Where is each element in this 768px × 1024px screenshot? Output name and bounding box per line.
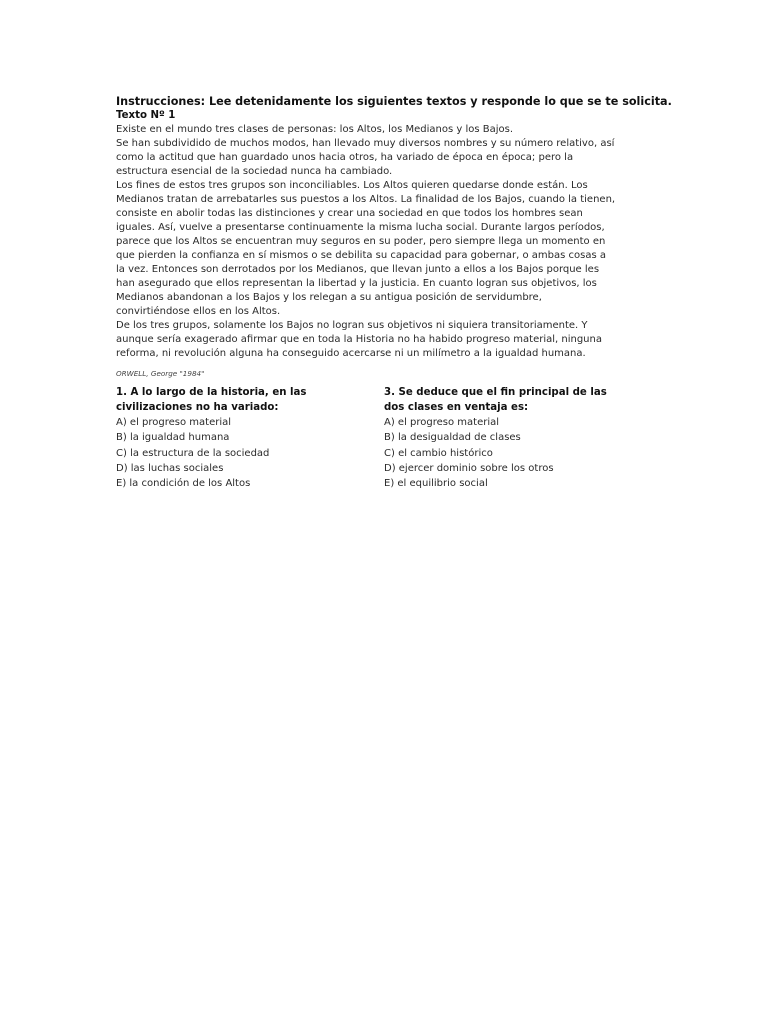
- paragraph-2: Se han subdividido de muchos modos, han llevado muy diversos nombres y su número relativo, así como la actitud que han guardado unos hacia otros, ha variado de época en época; pero la estructura esencial de la sociedad nunca ha cambiado.: [116, 138, 615, 177]
- question-1-option-a: A) el progreso material: [116, 417, 232, 428]
- question-1-option-b: B) la igualdad humana: [116, 432, 230, 444]
- question-1-options: [116, 415, 356, 491]
- question-1-option-d: D) las luchas sociales: [116, 462, 224, 474]
- question-1: [116, 385, 356, 491]
- question-1-option-e: E) la condición de los Altos: [116, 478, 251, 490]
- source-citation: ORWELL, George "1984": [116, 369, 205, 378]
- question-3-option-d: D) ejercer dominio sobre los otros: [384, 462, 554, 474]
- instructions-heading: Instrucciones: Lee detenidamente los siguientes textos y responde lo que se te solicita.: [116, 95, 672, 108]
- question-3-option-c: C) el cambio histórico: [384, 447, 493, 459]
- text-title: Texto Nº 1: [116, 110, 176, 121]
- question-3: [384, 385, 624, 491]
- question-3-title: 3. Se deduce que el fin principal de las dos clases en ventaja es:: [384, 387, 607, 413]
- question-3-option-a: A) el progreso material: [384, 417, 500, 428]
- paragraph-1: Existe en el mundo tres clases de personas: los Altos, los Medianos y los Bajos.: [116, 124, 513, 135]
- paragraph-3: Los fines de estos tres grupos son inconciliables. Los Altos quieren quedarse donde están. Los Medianos tratan de arrebatarles sus puestos a los Altos. La finalidad de los Bajos, cuando la tienen, consiste en abolir todas las distinciones y crear una sociedad en que todos los hombres sean iguales. Así, vuelve a presentarse continuamente la misma lucha social. Durante largos períodos, parece que los Altos se encuentran muy seguros en su poder, pero siempre llega un momento en que pierden la confianza en sí mismos o se debilita su capacidad para gobernar, o ambas cosas a la vez. Entonces son derrotados por los Medianos, que llevan junto a ellos a los Bajos porque les han asegurado que ellos representan la libertad y la justicia. En cuanto logran sus objetivos, los Medianos abandonan a los Bajos y los relegan a su antigua posición de servidumbre, convirtiéndose ellos en los Altos.: [116, 180, 616, 317]
- question-3-option-e: E) el equilibrio social: [384, 478, 488, 490]
- question-3-options: [384, 415, 624, 491]
- question-1-title: 1. A lo largo de la historia, en las civilizaciones no ha variado:: [116, 387, 307, 413]
- document-page: [116, 95, 672, 490]
- question-1-option-c: C) la estructura de la sociedad: [116, 447, 270, 459]
- question-3-option-b: B) la desigualdad de clases: [384, 432, 521, 444]
- paragraph-4: De los tres grupos, solamente los Bajos no logran sus objetivos ni siquiera transitoriamente. Y aunque sería exagerado afirmar que en toda la Historia no ha habido progreso material, ninguna reforma, ni revolución alguna ha conseguido acercarse ni un milímetro a la igualdad humana.: [116, 320, 602, 359]
